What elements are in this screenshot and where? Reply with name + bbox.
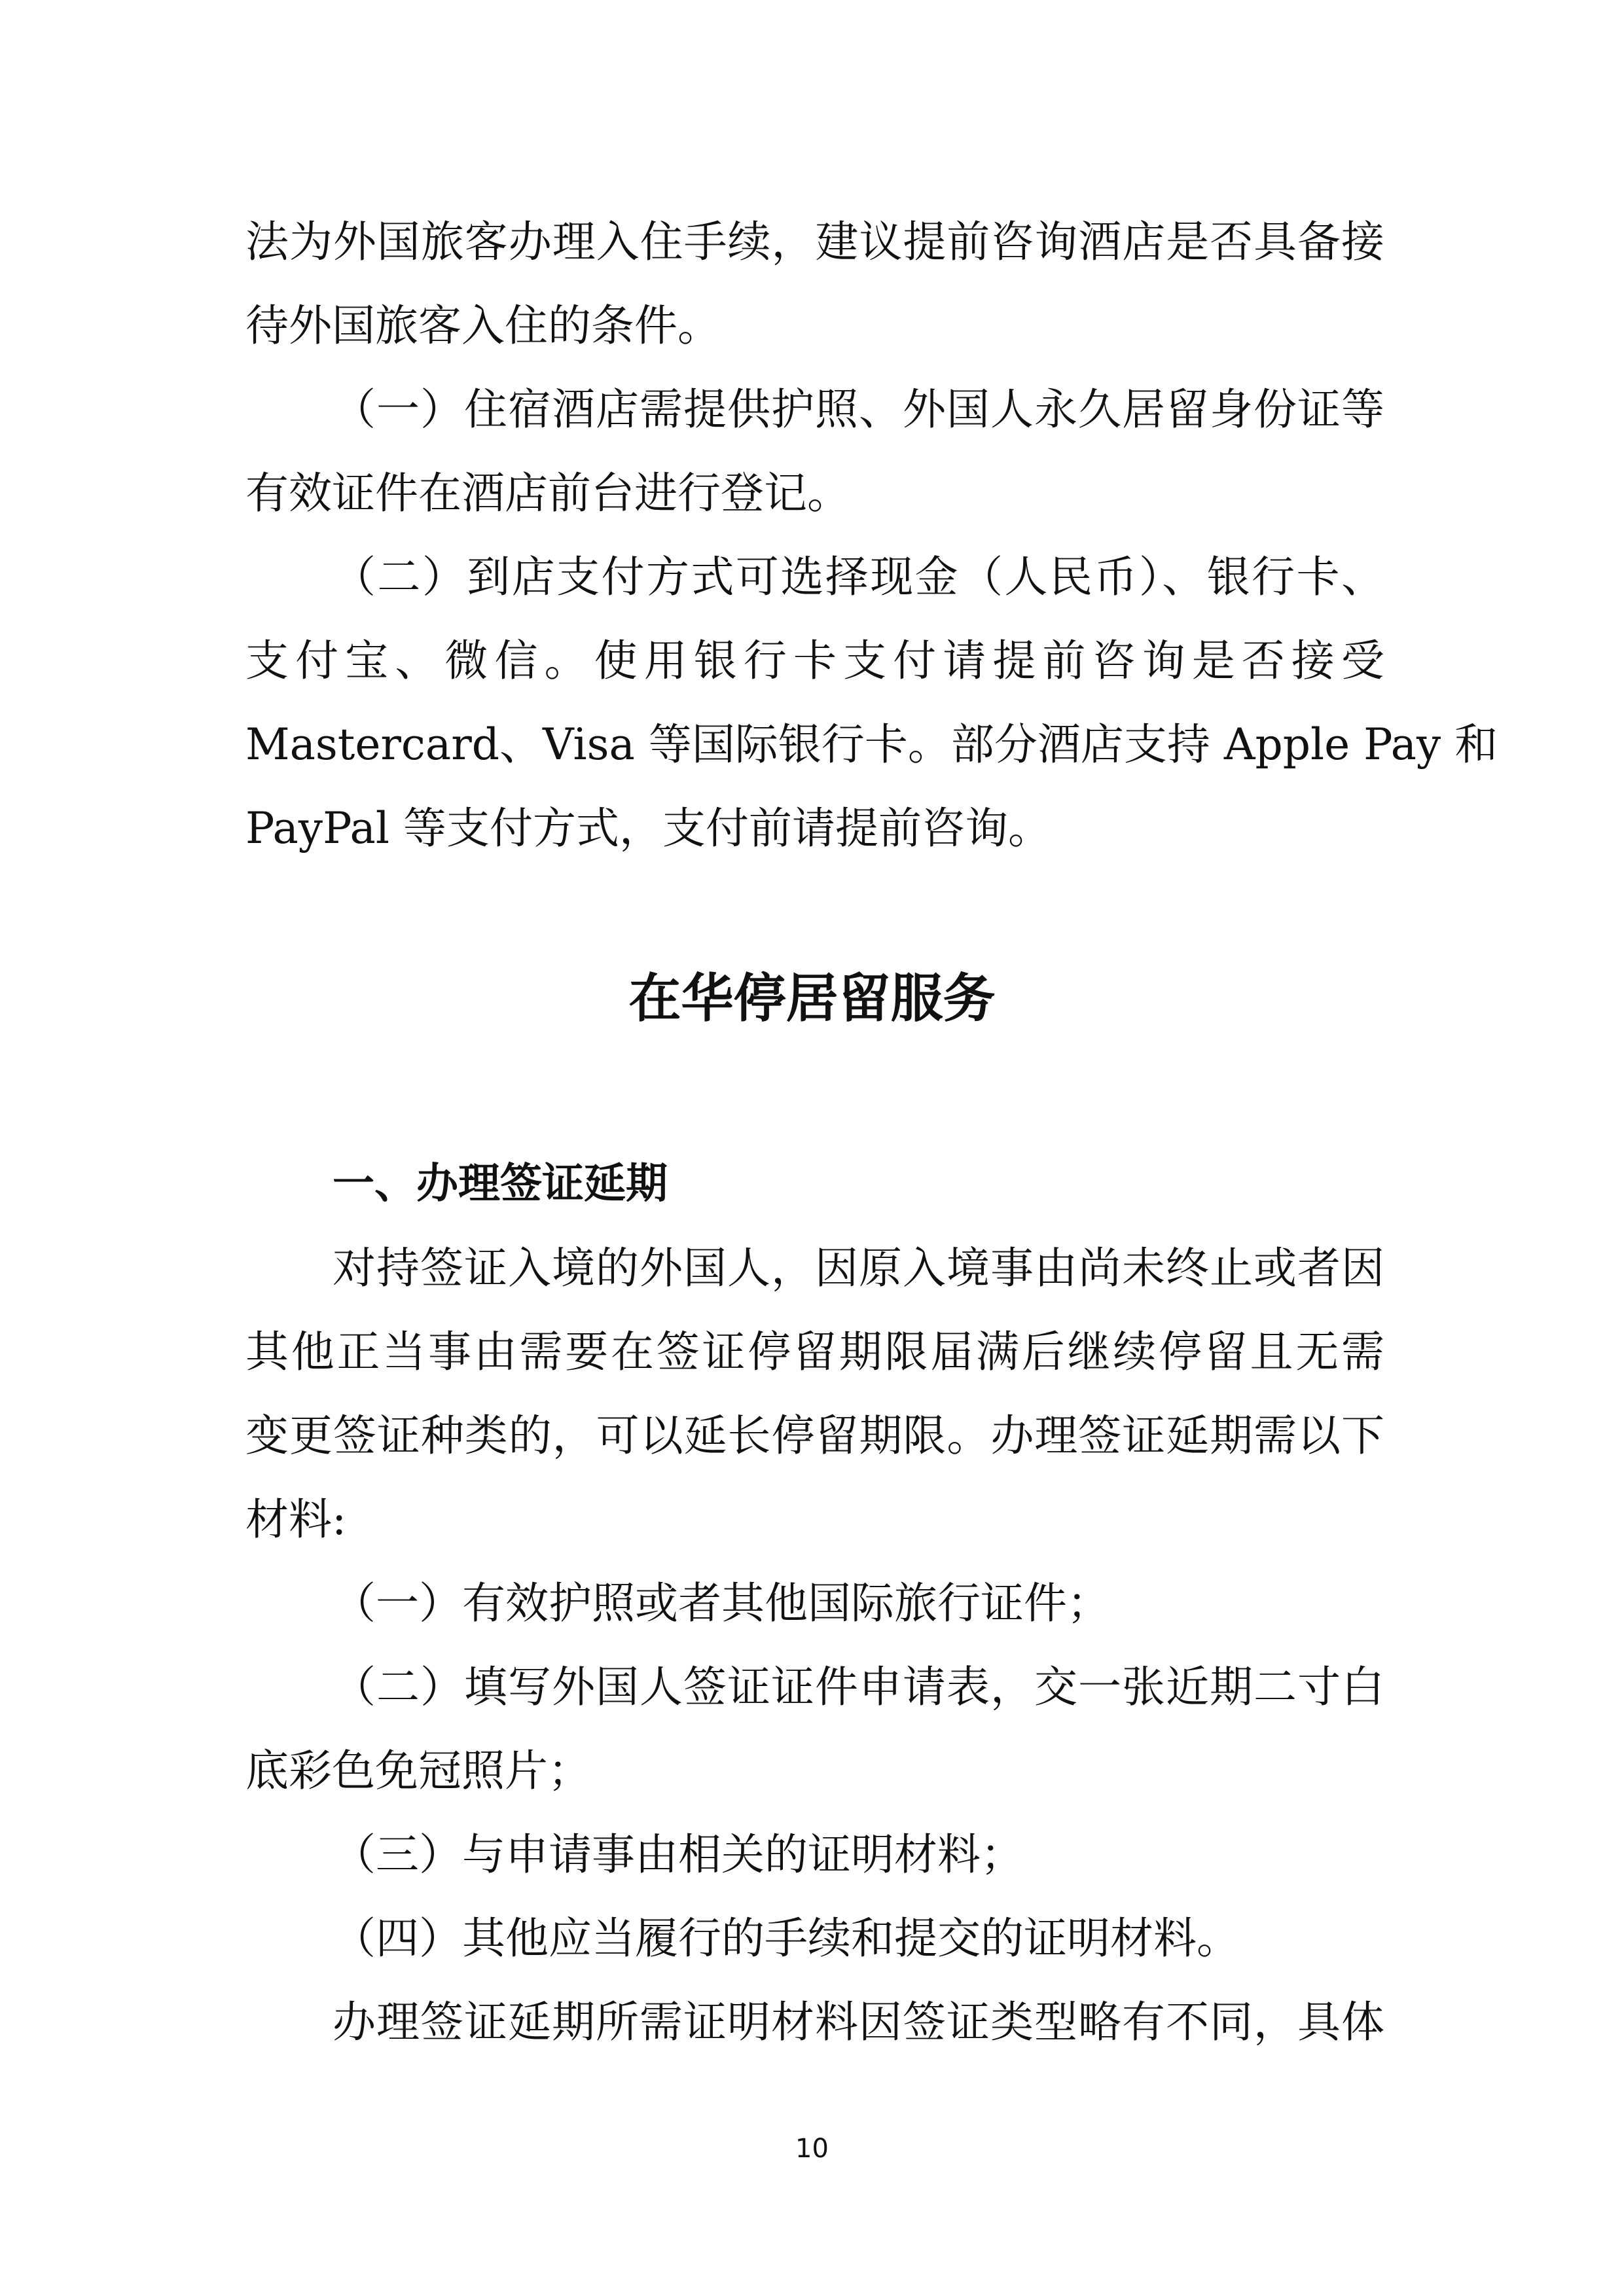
- hotel-item-2-line-3: Mastercard、Visa 等国际银行卡。部分酒店支持 Apple Pay 和: [245, 719, 1498, 770]
- visa-item-2-line-2: 底彩色免冠照片；: [245, 1746, 591, 1796]
- visa-para-2-line-1: 办理签证延期所需证明材料因签证类型略有不同，具体: [333, 1997, 1384, 2047]
- visa-item-4: （四）其他应当履行的手续和提交的证明材料。: [333, 1913, 1240, 1964]
- hotel-item-2-line-1: （二）到店支付方式可选择现金（人民币）、银行卡、: [333, 552, 1384, 602]
- visa-item-2-line-1: （二）填写外国人签证证件申请表，交一张近期二寸白: [333, 1662, 1384, 1712]
- visa-para-1-line-2: 其他正当事由需要在签证停留期限届满后继续停留且无需: [245, 1327, 1384, 1377]
- visa-para-1-line-4: 材料:: [245, 1494, 347, 1545]
- visa-para-1-line-3: 变更签证种类的，可以延长停留期限。办理签证延期需以下: [245, 1410, 1384, 1461]
- intro-line-2: 待外国旅客入住的条件。: [245, 300, 721, 351]
- visa-item-1: （一）有效护照或者其他国际旅行证件；: [333, 1578, 1110, 1628]
- hotel-item-1-line-2: 有效证件在酒店前台进行登记。: [245, 468, 850, 518]
- visa-item-3: （三）与申请事由相关的证明材料；: [333, 1829, 1024, 1880]
- hotel-item-1-line-1: （一）住宿酒店需提供护照、外国人永久居留身份证等: [333, 384, 1384, 435]
- section-heading: 一、办理签证延期: [333, 1160, 668, 1208]
- section-title: 在华停居留服务: [628, 968, 996, 1029]
- visa-para-1-line-1: 对持签证入境的外国人，因原入境事由尚未终止或者因: [333, 1243, 1384, 1293]
- intro-line-1: 法为外国旅客办理入住手续，建议提前咨询酒店是否具备接: [245, 217, 1384, 267]
- page-number: 10: [795, 2134, 829, 2164]
- hotel-item-2-line-4: PayPal 等支付方式，支付前请提前咨询。: [245, 803, 1051, 853]
- hotel-item-2-line-2: 支付宝、微信。使用银行卡支付请提前咨询是否接受: [245, 636, 1384, 686]
